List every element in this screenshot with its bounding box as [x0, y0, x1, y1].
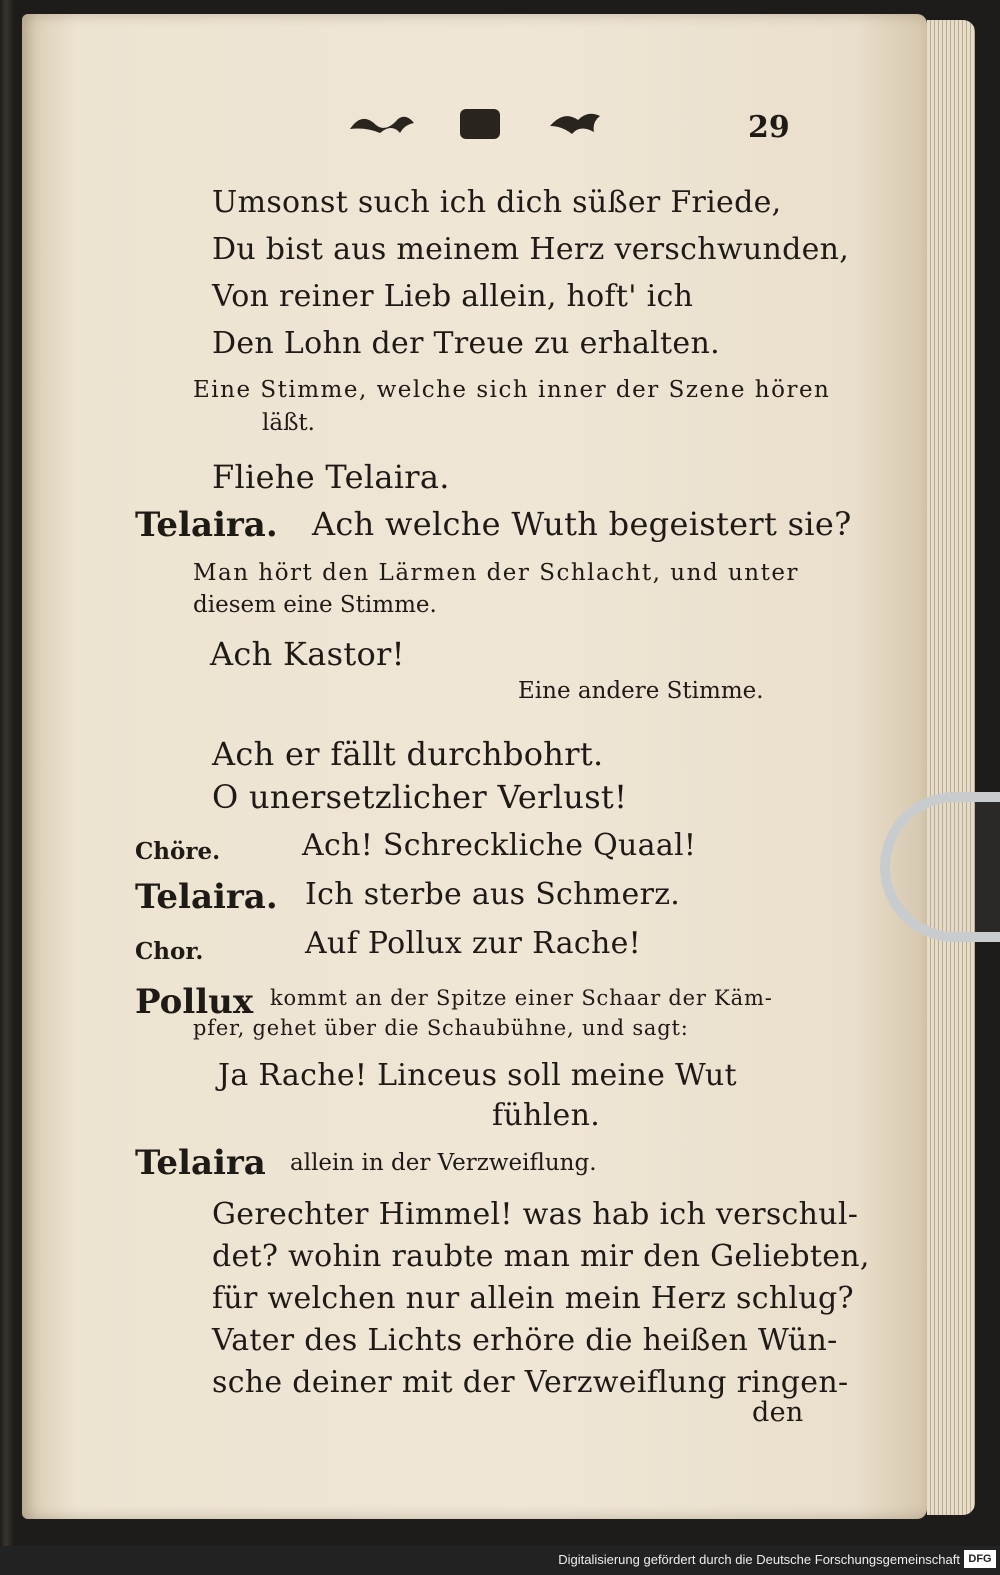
stage-direction: Eine Stimme, welche sich inner der Szene hören — [193, 377, 831, 403]
verse-line: Du bist aus meinem Herz verschwunden, — [212, 232, 850, 267]
stage-direction: Man hört den Lärmen der Schlacht, und unter — [193, 560, 799, 586]
verse-line: Auf Pollux zur Rache! — [305, 926, 642, 961]
verse-line: Ach Kastor! — [210, 635, 405, 673]
verse-line: für welchen nur allein mein Herz schlug? — [212, 1281, 854, 1316]
speaker-name: Telaira. — [135, 505, 278, 545]
page-edges — [927, 20, 975, 1515]
speaker-name: Telaira — [135, 1143, 266, 1183]
verse-line: fühlen. — [492, 1098, 601, 1133]
verse-line: Den Lohn der Treue zu erhalten. — [212, 326, 720, 361]
footer-credit: Digitalisierung gefördert durch die Deutsche Forschungsgemeinschaft — [558, 1552, 960, 1567]
verse-line: Ach welche Wuth begeistert sie? — [312, 505, 852, 543]
catchword: den — [752, 1397, 804, 1428]
speaker-name: Pollux — [135, 982, 254, 1022]
stage-direction: diesem eine Stimme. — [193, 592, 437, 618]
verse-line: Ach er fällt durchbohrt. — [212, 735, 604, 773]
speaker-name: Chor. — [135, 938, 204, 965]
verse-line: Ach! Schreckliche Quaal! — [302, 828, 697, 863]
dfg-logo: DFG — [964, 1550, 996, 1568]
verse-line: Von reiner Lieb allein, hoft' ich — [212, 279, 694, 314]
page-number: 29 — [748, 110, 790, 145]
verse-line: Fliehe Telaira. — [212, 458, 450, 496]
verse-line: Umsonst such ich dich süßer Friede, — [212, 185, 782, 220]
ornament-icon — [345, 104, 615, 144]
stage-direction: pfer, gehet über die Schaubühne, und sagt: — [193, 1016, 689, 1040]
verse-line: Vater des Lichts erhöre die heißen Wün- — [212, 1323, 838, 1358]
speaker-name: Telaira. — [135, 877, 278, 917]
verse-line: O unersetzlicher Verlust! — [212, 778, 628, 816]
stage-direction: allein in der Verzweiflung. — [290, 1150, 597, 1176]
stage-direction: läßt. — [262, 410, 315, 436]
speaker-name: Chöre. — [135, 838, 221, 865]
verse-line: Ich sterbe aus Schmerz. — [305, 877, 681, 912]
stage-direction: Eine andere Stimme. — [518, 678, 764, 704]
verse-line: Ja Rache! Linceus soll meine Wut — [218, 1058, 737, 1093]
verse-line: sche deiner mit der Verzweiflung ringen- — [212, 1365, 849, 1400]
stage-direction: kommt an der Spitze einer Schaar der Käm- — [270, 986, 773, 1010]
verse-line: det? wohin raubte man mir den Geliebten, — [212, 1239, 870, 1274]
verse-line: Gerechter Himmel! was hab ich verschul- — [212, 1197, 859, 1232]
